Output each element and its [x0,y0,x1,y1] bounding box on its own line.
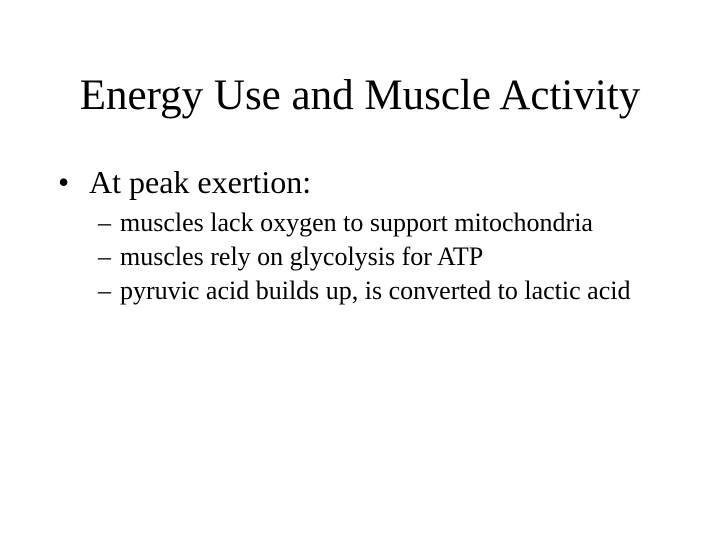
bullet-marker: • [58,164,70,200]
sub-bullet-item [98,274,658,308]
sub-bullet-item [98,206,658,240]
slide-title: Energy Use and Muscle Activity [79,72,641,119]
sub-bullet-text: muscles rely on glycolysis for ATP [120,242,484,271]
bullet-item [58,162,311,202]
sub-bullet-item [98,240,658,274]
sub-bullet-text: muscles lack oxygen to support mitochondria [120,208,593,237]
sub-bullet-text: pyruvic acid builds up, is converted to lactic acid [120,276,631,305]
bullet-text: At peak exertion: [89,164,312,200]
dash-marker: – [98,242,111,271]
dash-marker: – [98,208,111,237]
dash-marker: – [98,276,111,305]
sub-bullet-list [98,206,658,308]
